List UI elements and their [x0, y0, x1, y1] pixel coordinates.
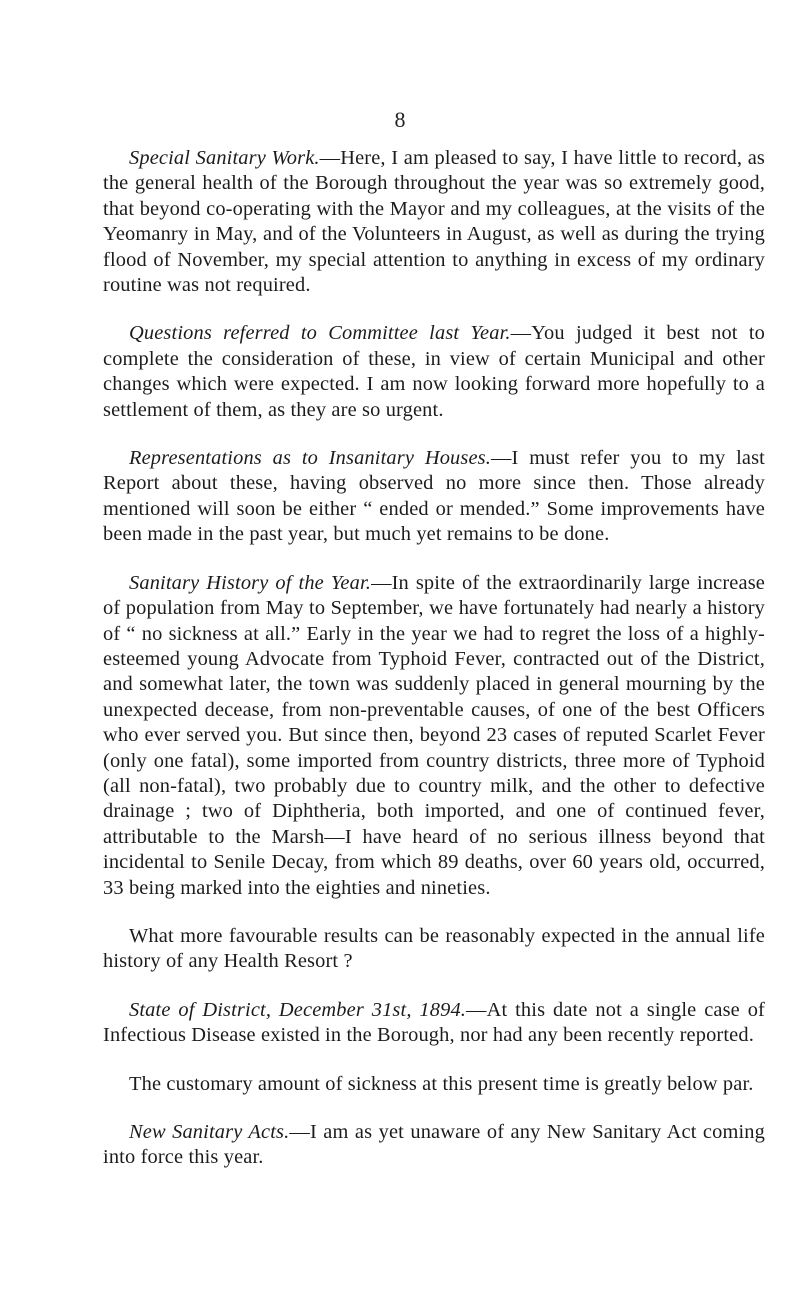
page-number: 8	[394, 107, 406, 132]
paragraph-sanitary-history	[103, 571, 765, 901]
paragraph-text: —You judged it best not to complete the consideration of these, in view of certain Municipal and other changes which were expected. I am now looking forward more hopefully to a settlement of them, as they are so urgent.	[103, 322, 765, 421]
paragraph-questions-referred	[103, 321, 765, 423]
paragraph-insanitary-houses	[103, 446, 765, 548]
paragraph-favourable-results	[103, 924, 765, 975]
paragraph-customary-sickness	[103, 1072, 765, 1097]
paragraph-text: —I must refer you to my last Report about these, having observed no more since then. Those already mentioned will soon be either “ ended or mended.” Some improvements have been made in the past year, but much yet remains to be done.	[103, 447, 765, 546]
paragraph-text: —At this date not a single case of Infectious Disease existed in the Borough, nor had any been recently reported.	[103, 998, 766, 1047]
paragraph-special-sanitary-work	[103, 146, 765, 298]
paragraph-state-of-district	[103, 998, 765, 1049]
paragraph-heading: New Sanitary Acts.	[129, 1121, 290, 1143]
paragraph-text: —Here, I am pleased to say, I have little to record, as the general health of the Borough throughout the year was so extremely good, that beyond co-operating with the Mayor and my colleagues, at the visits of the Yeomanry in May, and of the Volunteers in August, as well as during the trying flood of November, my special attention to anything in excess of my ordinary routine was not required.	[103, 147, 765, 297]
paragraph-heading: State of District, December 31st, 1894.	[129, 998, 467, 1021]
paragraph-heading: Questions referred to Committee last Year.	[129, 322, 511, 345]
paragraph-heading: Sanitary History of the Year.	[129, 571, 372, 594]
paragraph-text: What more favourable results can be reasonably expected in the annual life history of any Health Resort ?	[103, 924, 765, 973]
paragraph-heading: Special Sanitary Work.	[129, 147, 320, 169]
paragraph-text: The customary amount of sickness at this present time is greatly below par.	[129, 1072, 754, 1095]
paragraph-text: —I am as yet unaware of any New Sanitary Act coming into force this year.	[103, 1121, 765, 1169]
paragraph-new-sanitary-acts	[103, 1120, 765, 1171]
paragraph-text: —In spite of the extraordinarily large increase of population from May to September, we have fortunately had nearly a history of “ no sickness at all.” Early in the year we had to regret the loss of a highly-esteemed young Advocate from Typhoid Fever, contracted out of the District, and somewhat later, the town was suddenly placed in general mourning by the unexpected decease, from non-preventable causes, of one of the best Officers who ever served you. But since then, beyond 23 cases of reputed Scarlet Fever (only one fatal), some imported from country districts, three more of Typhoid (all non-fatal), two probably due to country milk, and the other to defective drainage ; two of Diphtheria, both imported, and one of continued fever, attributable to the Marsh—I have heard of no serious illness beyond that incidental to Senile Decay, from which 89 deaths, over 60 years old, occurred, 33 being marked into the eighties and nineties.	[103, 571, 765, 899]
document-body	[103, 146, 765, 1194]
paragraph-heading: Representations as to Insanitary Houses.	[129, 447, 492, 470]
